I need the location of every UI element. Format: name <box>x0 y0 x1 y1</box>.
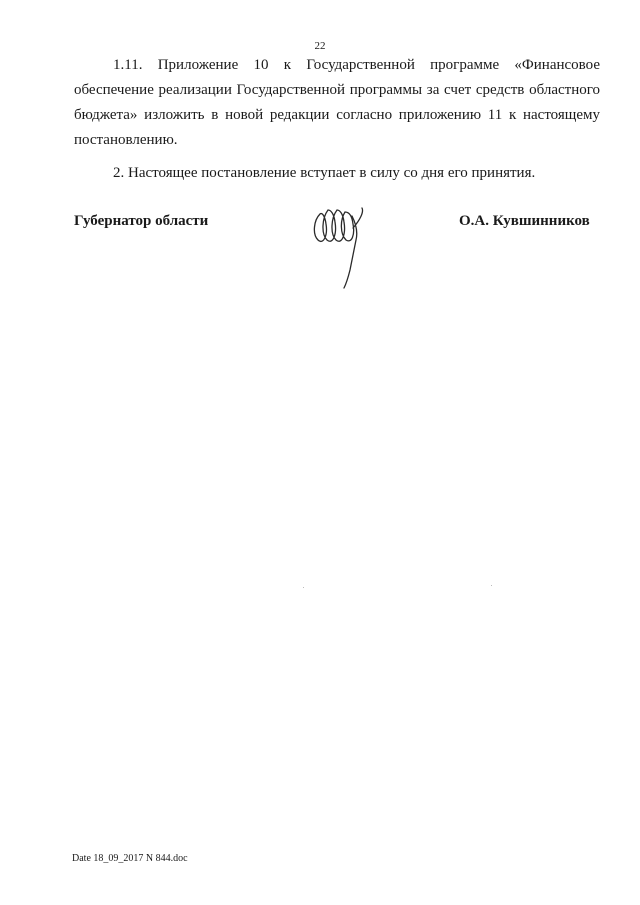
page-number: 22 <box>314 40 326 52</box>
paragraph-amendment: 1.11. Приложение 10 к Государственной программе «Финансовое обеспечение реализации Государственной программы за счет средств областного бюджета» изложить в новой редакции согласно приложению 11 к настоящему постановлению. <box>74 57 600 148</box>
handwritten-signature <box>306 198 386 293</box>
scan-speck <box>491 585 492 586</box>
document-body <box>74 53 600 186</box>
signatory-title: Губернатор области <box>74 213 209 229</box>
scan-speck <box>303 587 304 588</box>
paragraph-effective-date: 2. Настоящее постановление вступает в силу со дня его принятия. <box>113 165 536 181</box>
signatory-name: О.А. Кувшинников <box>459 213 590 229</box>
document-footer: Date 18_09_2017 N 844.doc <box>72 853 188 864</box>
